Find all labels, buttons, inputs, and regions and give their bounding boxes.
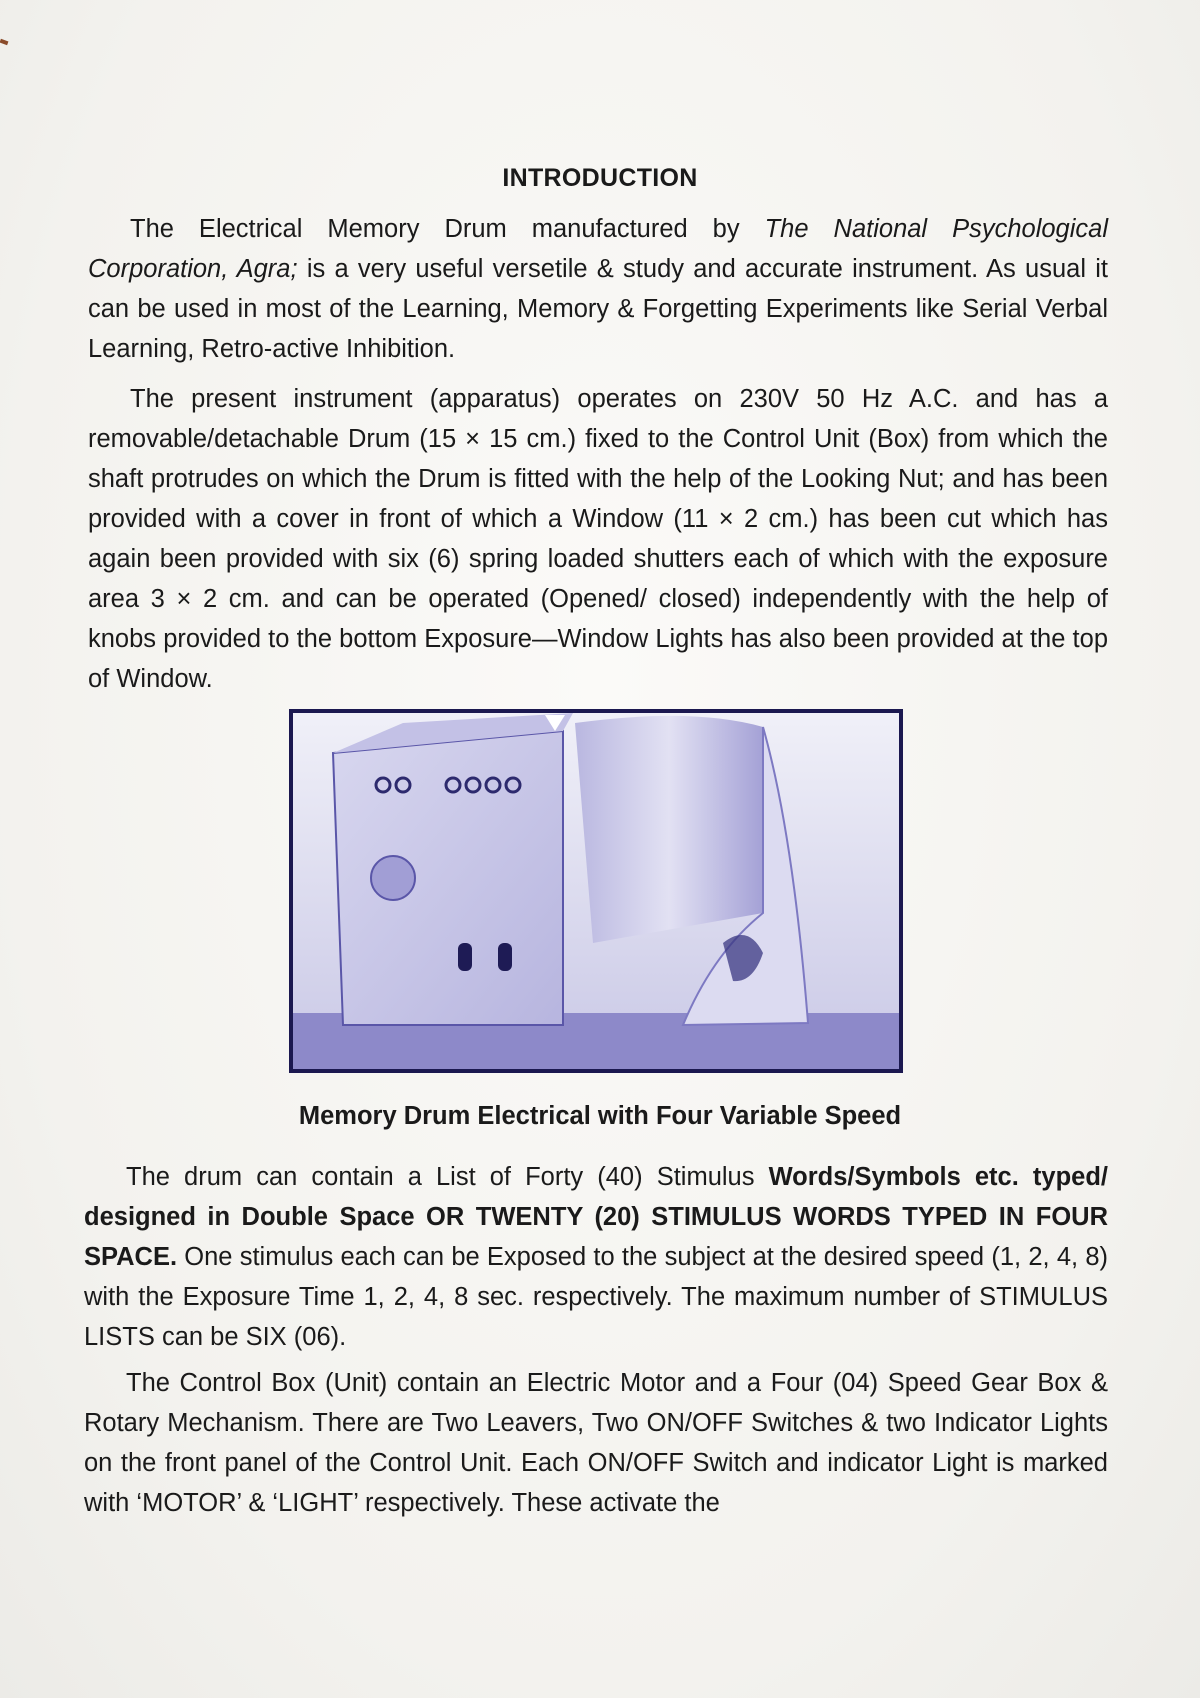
para1-rest: is a very useful versetile & study and accurate instrument. As usual it can be used in most of the Learning, Memory & Forgetting Experiments like Serial Verbal Learning, Retro-active Inhibition. [88,255,1108,363]
figure-caption: Memory Drum Electrical with Four Variable Speed [298,1102,902,1130]
paragraph-intro [88,209,1108,369]
para1-lead: The Electrical Memory Drum manufactured by [130,215,765,243]
para3-lead: The drum can contain a List of Forty (40) Stimulus [126,1163,769,1191]
paragraph-apparatus: The present instrument (apparatus) operates on 230V 50 Hz A.C. and has a removable/detachable Drum (15 × 15 cm.) fixed to the Control Unit (Box) from which the shaft protrudes on which the Drum is fitted with the help of the Looking Nut; and has been provided with a cover in front of which a Window (11 × 2 cm.) has been cut which has again been provided with six (6) spring loaded shutters each of which with the exposure area 3 × 2 cm. and can be operated (Opened/ closed) independently with the help of knobs provided to the bottom Exposure—Window Lights has also been provided at the top of Window. [88,385,1108,693]
section-heading: INTRODUCTION [502,164,698,192]
para3-rest: One stimulus each can be Exposed to the subject at the desired speed (1, 2, 4, 8) with the Exposure Time 1, 2, 4, 8 sec. respectively. The maximum number of STIMULUS LISTS can be SIX (06). [84,1243,1108,1351]
memory-drum-photo [289,709,903,1073]
paragraph-control-box: The Control Box (Unit) contain an Electric Motor and a Four (04) Speed Gear Box & Rotary Mechanism. There are Two Leavers, Two ON/OFF Switches & two Indicator Lights on the front panel of the Control Unit. Each ON/OFF Switch and indicator Light is marked with ‘MOTOR’ & ‘LIGHT’ respectively. These activate the [84,1369,1108,1517]
para3-bold: Words/Symbols etc. typed/ designed in Double Space OR TWENTY (20) STIMULUS WORDS TYPED IN FOUR SPACE. [84,1163,1108,1271]
company-name: The National Psychological Corporation, Agra; [88,215,1108,283]
paragraph-drum-capacity [84,1157,1108,1357]
memory-drum-illustration [293,713,899,1069]
scan-mark [0,39,8,45]
